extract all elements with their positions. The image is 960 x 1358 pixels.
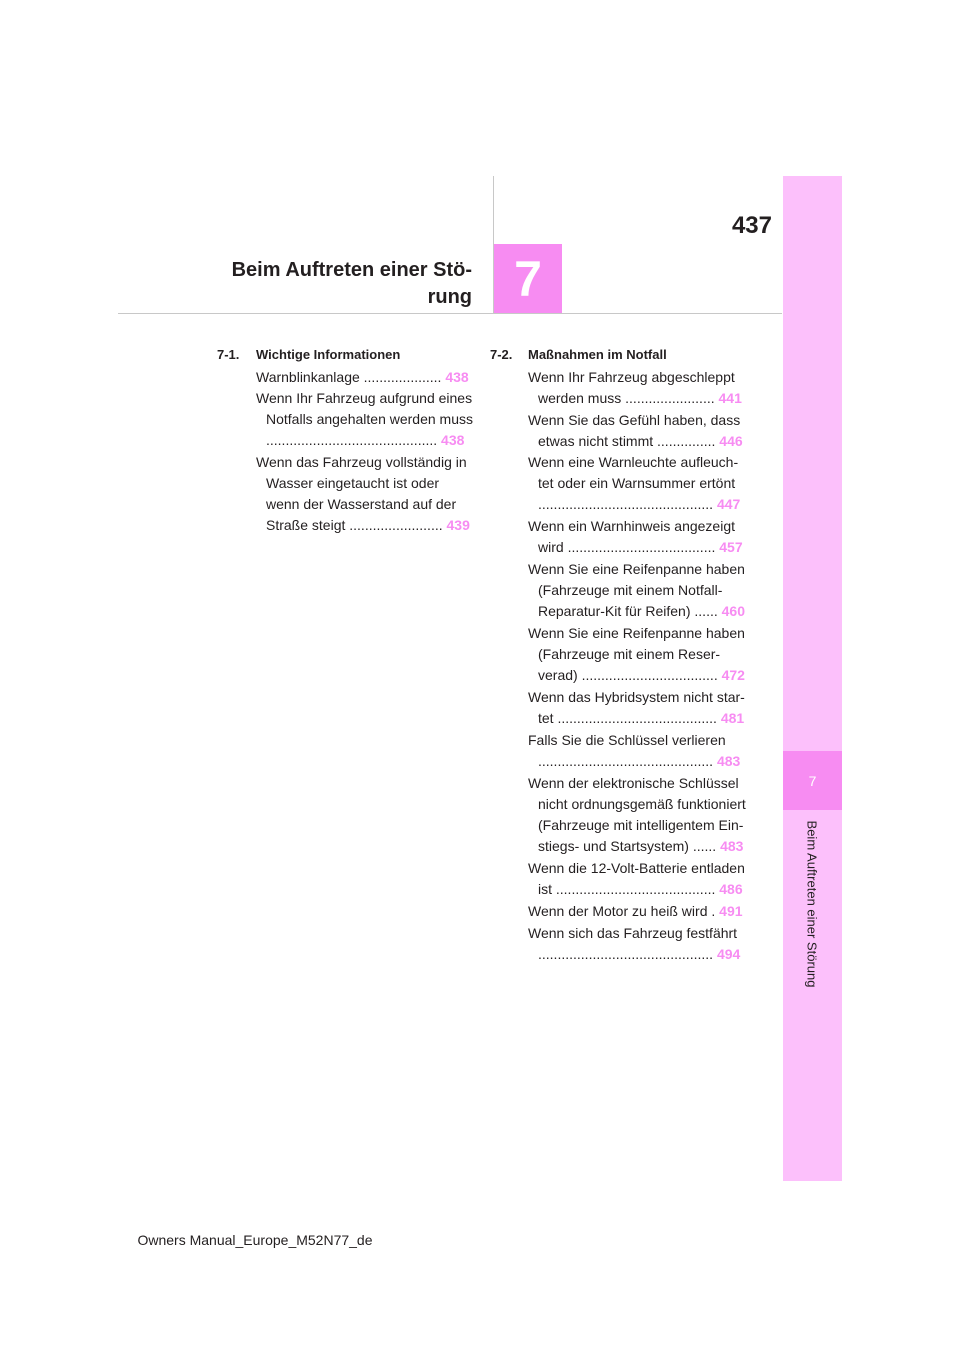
toc-leader-dots: ............... — [657, 433, 716, 449]
toc-entry-text: Notfalls angehalten werden muss — [266, 411, 474, 427]
toc-entry[interactable] — [528, 687, 745, 729]
toc-entry[interactable] — [528, 923, 740, 965]
toc-entry-text: Wenn das Hybridsystem nicht star- — [528, 689, 745, 705]
toc-entry-text: Wenn eine Warnleuchte aufleuch- — [528, 454, 739, 470]
toc-leader-dots: ......................................... — [555, 881, 716, 897]
chapter-number-box: 7 — [494, 244, 562, 313]
toc-entry-text: etwas nicht stimmt — [538, 433, 654, 449]
section-number-7-2: 7-2. — [490, 347, 513, 362]
chapter-tab-marker[interactable]: 7 — [783, 751, 842, 810]
toc-entry-text: Straße steigt — [266, 517, 346, 533]
toc-entry-text: Reparatur-Kit für Reifen) — [538, 603, 691, 619]
toc-leader-dots: ............................................ — [266, 432, 438, 448]
toc-entry-text: Falls Sie die Schlüssel verlieren — [528, 732, 726, 748]
toc-page-link[interactable]: 491 — [719, 903, 743, 919]
toc-entry[interactable] — [528, 623, 745, 686]
toc-entry[interactable] — [528, 516, 743, 558]
toc-leader-dots: ............................................. — [538, 496, 714, 512]
toc-page-link[interactable]: 472 — [721, 667, 745, 683]
toc-entry[interactable] — [528, 367, 740, 409]
toc-leader-dots: ...... — [694, 603, 718, 619]
toc-page-link[interactable]: 483 — [720, 838, 744, 854]
toc-entry-text: Wenn der elektronische Schlüssel — [528, 775, 739, 791]
toc-page-link[interactable]: 446 — [719, 433, 743, 449]
toc-entry-text: Wenn der Motor zu heiß wird — [528, 903, 708, 919]
toc-entry-text: Wasser eingetaucht ist oder — [266, 475, 440, 491]
toc-entry-text: Wenn das Fahrzeug vollständig in — [256, 454, 467, 470]
toc-entry-text: Wenn Sie eine Reifenpanne haben — [528, 625, 745, 641]
toc-entry[interactable] — [256, 367, 469, 388]
toc-entry[interactable] — [528, 901, 743, 922]
toc-page-link[interactable]: 438 — [445, 369, 469, 385]
toc-entry-text: Wenn Ihr Fahrzeug aufgrund eines — [256, 390, 473, 406]
toc-entry-text: tet — [538, 710, 554, 726]
toc-leader-dots: ...... — [692, 838, 717, 854]
toc-leader-dots: ...................................... — [567, 539, 716, 555]
toc-entry[interactable] — [528, 730, 740, 772]
toc-leader-dots: ............................................. — [538, 753, 714, 769]
section-number-7-1: 7-1. — [217, 347, 240, 362]
toc-leader-dots: ....................... — [625, 390, 715, 406]
toc-page-link[interactable]: 447 — [716, 496, 741, 512]
toc-leader-dots: ................................... — [581, 667, 718, 683]
toc-entry-text: nicht ordnungsgemäß funktioniert — [538, 796, 746, 812]
toc-entry-text: tet oder ein Warnsummer ertönt — [538, 475, 736, 491]
toc-page-link[interactable]: 486 — [719, 881, 743, 897]
toc-entry[interactable] — [528, 559, 745, 622]
toc-entry-text: Wenn die 12-Volt-Batterie entladen — [528, 860, 745, 876]
toc-entry-text: stiegs- und Startsystem) — [538, 838, 689, 854]
toc-entry[interactable] — [528, 452, 740, 515]
toc-page-link[interactable]: 441 — [718, 390, 742, 406]
toc-leader-dots: .................... — [363, 369, 442, 385]
toc-entry-text: werden muss — [538, 390, 622, 406]
toc-entry-text: wird — [538, 539, 564, 555]
toc-page-link[interactable]: 483 — [716, 753, 741, 769]
toc-leader-dots: . — [711, 903, 716, 919]
toc-entry-text: (Fahrzeuge mit intelligentem Ein- — [538, 817, 744, 833]
toc-leader-dots: ............................................. — [538, 946, 714, 962]
toc-entry[interactable] — [528, 773, 746, 857]
toc-page-link[interactable]: 460 — [721, 603, 745, 619]
toc-entry-text: Wenn Sie eine Reifenpanne haben — [528, 561, 745, 577]
toc-entry-text: (Fahrzeuge mit einem Notfall- — [538, 582, 723, 598]
section-heading-7-1[interactable]: Wichtige Informationen — [256, 347, 401, 362]
toc-entry[interactable] — [528, 410, 743, 452]
toc-entry-text: wenn der Wasserstand auf der — [266, 496, 457, 512]
toc-leader-dots: ......................................... — [557, 710, 717, 726]
toc-entry-text: ist — [538, 881, 552, 897]
toc-page-link[interactable]: 457 — [719, 539, 743, 555]
toc-entry-text: Wenn sich das Fahrzeug festfährt — [528, 925, 738, 941]
toc-entry-text: Wenn Sie das Gefühl haben, dass — [528, 412, 741, 428]
toc-page-link[interactable]: 494 — [716, 946, 741, 962]
toc-page-link[interactable]: 481 — [720, 710, 745, 726]
toc-entry-text: Warnblinkanlage — [256, 369, 360, 385]
toc-page-link[interactable]: 439 — [446, 517, 470, 533]
chapter-title-line1: Beim Auftreten einer Stö- — [231, 259, 472, 281]
toc-page-link[interactable]: 438 — [441, 432, 465, 448]
toc-entry[interactable] — [528, 858, 745, 900]
toc-entry-text: verad) — [538, 667, 578, 683]
toc-entry[interactable] — [256, 452, 468, 536]
document-footer: Owners Manual_Europe_M52N77_de — [137, 1232, 373, 1248]
toc-entry-text: Wenn Ihr Fahrzeug abgeschleppt — [528, 369, 735, 385]
toc-entry[interactable] — [256, 388, 474, 451]
toc-leader-dots: ........................ — [349, 517, 443, 533]
chapter-tab-strip — [783, 176, 842, 1181]
header-horizontal-rule — [118, 313, 782, 314]
toc-entry-text: Wenn ein Warnhinweis angezeigt — [528, 518, 736, 534]
section-heading-7-2[interactable]: Maßnahmen im Notfall — [528, 347, 667, 362]
chapter-side-label: Beim Auftreten einer Störung — [804, 820, 820, 988]
page-number: 437 — [731, 212, 772, 239]
toc-entry-text: (Fahrzeuge mit einem Reser- — [538, 646, 721, 662]
chapter-title-line2: rung — [427, 286, 472, 308]
